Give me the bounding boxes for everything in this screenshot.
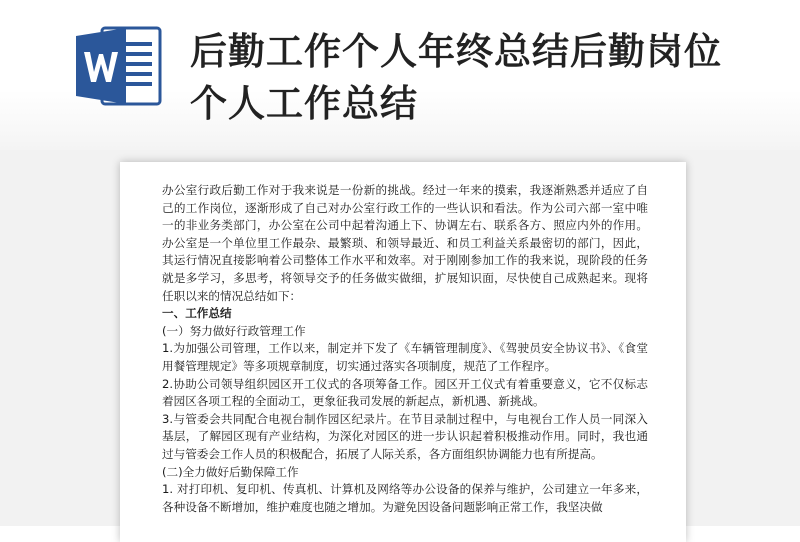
document-title-line-2: 个人工作总结 [190,82,418,125]
paragraph-item-3: 3.与管委会共同配合电视台制作园区纪录片。在节目录制过程中，与电视台工作人员一同深入基层，了解园区现有产业结构，为深化对园区的进一步认识起着积极推动作用。同时，我也通过与管委会工作人员的积极配合，拓展了人际关系，各方面组织协调能力也有所提高。 [162,411,648,461]
paragraph-intro: 办公室行政后勤工作对于我来说是一份新的挑战。经过一年来的摸索，我逐渐熟悉并适应了自己的工作岗位，逐渐形成了自己对办公室行政工作的一些认识和看法。作为公司六部一室中唯一的非业务类部门，办公室在公司中起着沟通上下、协调左右、联系各方、照应内外的作用。办公室是一个单位里工作最杂、最繁琐、和领导最近、和员工利益关系最密切的部门，因此，其运行情况直接影响着公司整体工作水平和效率。对于刚刚参加工作的我来说，现阶段的任务就是多学习，多思考，将领导交予的任务做实做细，扩展知识面，尽快使自己成熟起来。现将任职以来的情况总结如下： [162,183,648,303]
document-page [120,162,686,542]
document-title [190,26,780,130]
document-title-line-1: 后勤工作个人年终总结后勤岗位 [190,30,722,73]
title-banner [0,0,800,150]
document-body [162,182,648,516]
subheading-logistics: (二)全力做好后勤保障工作 [162,464,299,479]
paragraph-item-1: 1.为加强公司管理，工作以来，制定并下发了《车辆管理制度》、《驾驶员安全协议书》、《食堂用餐管理规定》等多项规章制度，切实通过落实各项制度，规范了工作程序。 [162,341,648,373]
word-doc-icon [72,24,164,108]
heading-work-summary: 一、工作总结 [162,306,232,321]
subheading-admin-management: (一）努力做好行政管理工作 [162,323,306,338]
paragraph-item-2: 2.协助公司领导组织园区开工仪式的各项筹备工作。园区开工仪式有着重要意义，它不仅标志着园区各项工程的全面动工，更象征我司发展的新起点，新机遇、新挑战。 [162,376,648,409]
paragraph-logistics-item-1: 1. 对打印机、复印机、传真机、计算机及网络等办公设备的保养与维护，公司建立一年多来，各种设备不断增加，维护难度也随之增加。为避免因设备问题影响正常工作，我坚决做 [162,482,648,514]
